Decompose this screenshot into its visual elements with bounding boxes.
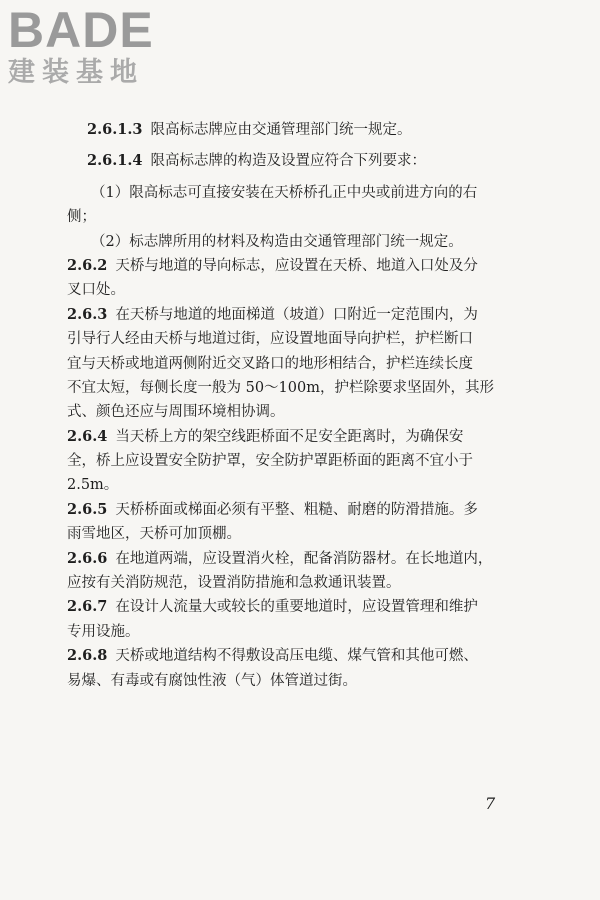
clause-text: 全，桥上应设置安全防护罩，安全防护罩距桥面的距离不宜小于 [67, 453, 473, 470]
paragraph-line [67, 595, 532, 619]
clause-text: （1）限高标志可直接安装在天桥桥孔正中央或前进方向的右 [91, 184, 478, 201]
clause-text: 专用设施。 [67, 623, 140, 640]
paragraph-line [67, 571, 532, 595]
paragraph-line [67, 327, 532, 351]
clause-text: 叉口处。 [67, 282, 125, 299]
clause-number: 2.6.4 [67, 427, 108, 445]
clause-number: 2.6.3 [67, 305, 108, 323]
clause-number: 2.6.1.4 [87, 152, 143, 170]
clause-text: 在地道两端，应设置消火栓，配备消防器材。在长地道内， [115, 550, 493, 567]
paragraph-line [67, 547, 532, 571]
clause-text: 不宜太短，每侧长度一般为 50～100m，护栏除要求坚固外，其形 [67, 379, 494, 396]
paragraph [67, 303, 532, 425]
paragraph-gap [67, 142, 532, 149]
clause-number: 2.6.7 [67, 598, 108, 616]
clause-text: 限高标志牌应由交通管理部门统一规定。 [150, 122, 412, 138]
clause-number: 2.6.5 [67, 500, 108, 518]
paragraph-line [67, 230, 532, 254]
paragraph [67, 547, 532, 596]
watermark-logo [8, 4, 154, 90]
paragraph [67, 230, 532, 254]
paragraph-line [67, 278, 532, 302]
paragraph-line [67, 149, 532, 173]
paragraph-line [67, 352, 532, 376]
paragraph-line [67, 644, 532, 668]
paragraph [67, 254, 532, 303]
clause-text: 2.5m。 [67, 477, 119, 494]
paragraph-line [67, 118, 532, 142]
paragraph [67, 118, 532, 142]
paragraph-line [67, 669, 532, 693]
paragraph-line [67, 473, 532, 497]
clause-text: 雨雪地区，天桥可加顶棚。 [67, 526, 241, 543]
paragraph-line [67, 620, 532, 644]
paragraph [67, 644, 532, 693]
clause-number: 2.6.8 [67, 647, 108, 665]
clause-text: 天桥与地道的导向标志，应设置在天桥、地道入口处及分 [115, 257, 478, 274]
paragraph-line [67, 498, 532, 522]
document-body [67, 118, 532, 693]
paragraph-line [67, 449, 532, 473]
paragraph-line [67, 376, 532, 400]
clause-number: 2.6.1.3 [87, 121, 143, 138]
clause-text: 引导行人经由天桥与地道过街，应设置地面导向护栏，护栏断口 [67, 331, 473, 348]
paragraph-line [67, 254, 532, 278]
clause-text: 在设计人流量大或较长的重要地道时，应设置管理和维护 [115, 599, 478, 616]
paragraph-line [67, 181, 532, 205]
clause-number: 2.6.6 [67, 549, 108, 567]
clause-text: 应按有关消防规范，设置消防措施和急救通讯装置。 [67, 575, 401, 592]
clause-text: 当天桥上方的架空线距桥面不足安全距离时，为确保安 [115, 428, 464, 445]
clause-number: 2.6.2 [67, 256, 108, 274]
paragraph [67, 595, 532, 644]
clause-text: 式、颜色还应与周围环境相协调。 [67, 404, 285, 421]
paragraph-line [67, 303, 532, 327]
paragraph [67, 149, 532, 173]
paragraph [67, 425, 532, 498]
paragraph-line [67, 425, 532, 449]
paragraph-line [67, 522, 532, 546]
paragraph-gap [67, 174, 532, 181]
clause-text: 限高标志牌的构造及设置应符合下列要求： [150, 153, 427, 170]
clause-text: 侧； [67, 209, 96, 226]
clause-text: （2）标志牌所用的材料及构造由交通管理部门统一规定。 [91, 233, 463, 250]
clause-text: 易爆、有毒或有腐蚀性液（气）体管道过街。 [67, 672, 357, 689]
clause-text: 在天桥与地道的地面梯道（坡道）口附近一定范围内，为 [115, 306, 478, 323]
paragraph [67, 181, 532, 230]
clause-text: 天桥或地道结构不得敷设高压电缆、煤气管和其他可燃、 [115, 648, 478, 665]
paragraph-line [67, 400, 532, 424]
page-number: 7 [485, 794, 496, 813]
paragraph [67, 498, 532, 547]
clause-text: 宜与天桥或地道两侧附近交叉路口的地形相结合，护栏连续长度 [67, 355, 473, 372]
clause-text: 天桥桥面或梯面必须有平整、粗糙、耐磨的防滑措施。多 [115, 501, 478, 518]
paragraph-line [67, 205, 532, 229]
watermark-subtitle: 建装基地 [8, 57, 144, 88]
watermark-brand: BADE [8, 2, 154, 58]
